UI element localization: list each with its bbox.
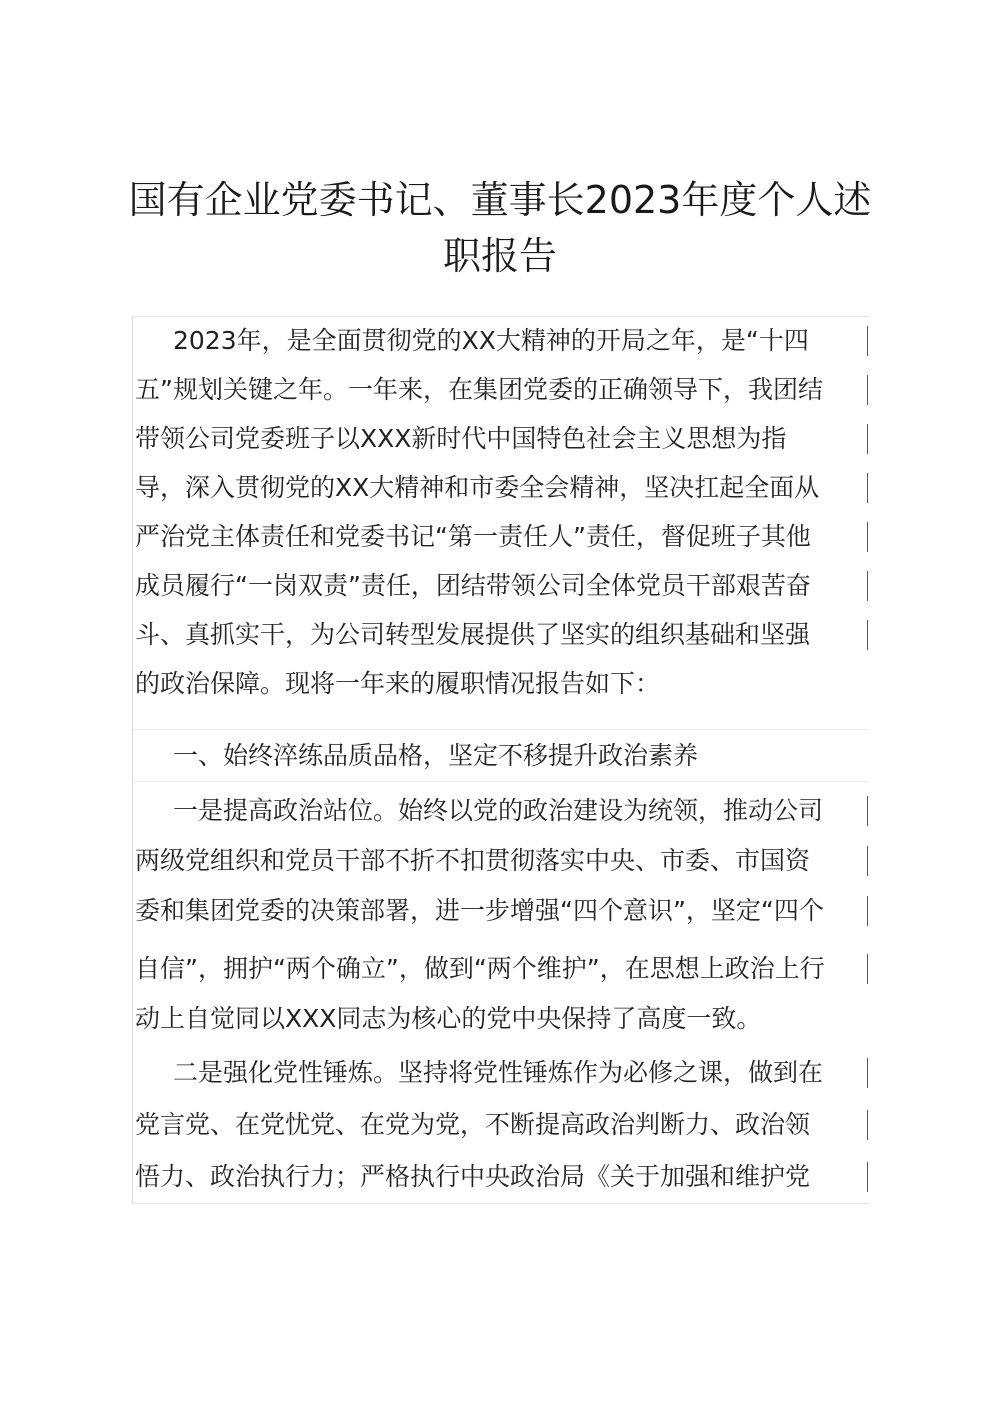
body-line: 自信”，拥护“两个确立”，做到“两个维护”，在思想上政治上行 (135, 954, 825, 983)
body-line: 党言党、在党忧党、在党为党，不断提高政治判断力、政治领 (135, 1110, 811, 1139)
title-line-2: 职报告 (442, 234, 557, 278)
section-heading: 一、始终淬练品质品格，坚定不移提升政治素养 (173, 741, 699, 770)
right-edge-marker (867, 620, 868, 650)
body-line: 导，深入贯彻党的XX大精神和市委全会精神，坚决扛起全面从 (135, 473, 820, 502)
right-edge-marker (867, 326, 868, 356)
right-edge-marker (867, 1058, 868, 1088)
title-line-1: 国有企业党委书记、董事长2023年度个人述 (128, 178, 872, 222)
body-line: 严治党主体责任和党委书记“第一责任人”责任，督促班子其他 (135, 522, 811, 551)
right-edge-marker (867, 473, 868, 503)
body-line: 2023年，是全面贯彻党的XX大精神的开局之年，是“十四 (173, 326, 809, 355)
right-edge-marker (867, 896, 868, 926)
right-edge-marker (867, 522, 868, 552)
body-line: 悟力、政治执行力；严格执行中央政治局《关于加强和维护党 (135, 1162, 811, 1191)
right-edge-marker (867, 375, 868, 405)
body-line: 五”规划关键之年。一年来，在集团党委的正确领导下，我团结 (135, 375, 823, 404)
body-line: 委和集团党委的决策部署，进一步增强“四个意识”，坚定“四个 (135, 896, 824, 925)
right-edge-marker (867, 846, 868, 876)
body-line: 成员履行“一岗双责”责任，团结带领公司全体党员干部艰苦奋 (135, 571, 811, 600)
right-edge-marker (867, 954, 868, 984)
right-edge-marker (867, 796, 868, 826)
right-edge-marker (867, 424, 868, 454)
body-line: 带领公司党委班子以XXX新时代中国特色社会主义思想为指 (135, 424, 787, 453)
body-line: 的政治保障。现将一年来的履职情况报告如下： (135, 669, 661, 698)
body-line: 动上自觉同以XXX同志为核心的党中央保持了高度一致。 (135, 1004, 762, 1033)
right-edge-marker (867, 571, 868, 601)
right-edge-marker (867, 1162, 868, 1192)
body-line: 两级党组织和党员干部不折不扣贯彻落实中央、市委、市国资 (135, 846, 811, 875)
body-line: 二是强化党性锤炼。坚持将党性锤炼作为必修之课，做到在 (173, 1058, 824, 1087)
body-line: 一是提高政治站位。始终以党的政治建设为统领，推动公司 (173, 796, 824, 825)
paragraph-separator (133, 729, 868, 730)
body-line: 斗、真抓实干，为公司转型发展提供了坚实的组织基础和坚强 (135, 620, 811, 649)
document-title (100, 172, 900, 284)
paragraph-separator (133, 781, 868, 782)
right-edge-marker (867, 1110, 868, 1140)
